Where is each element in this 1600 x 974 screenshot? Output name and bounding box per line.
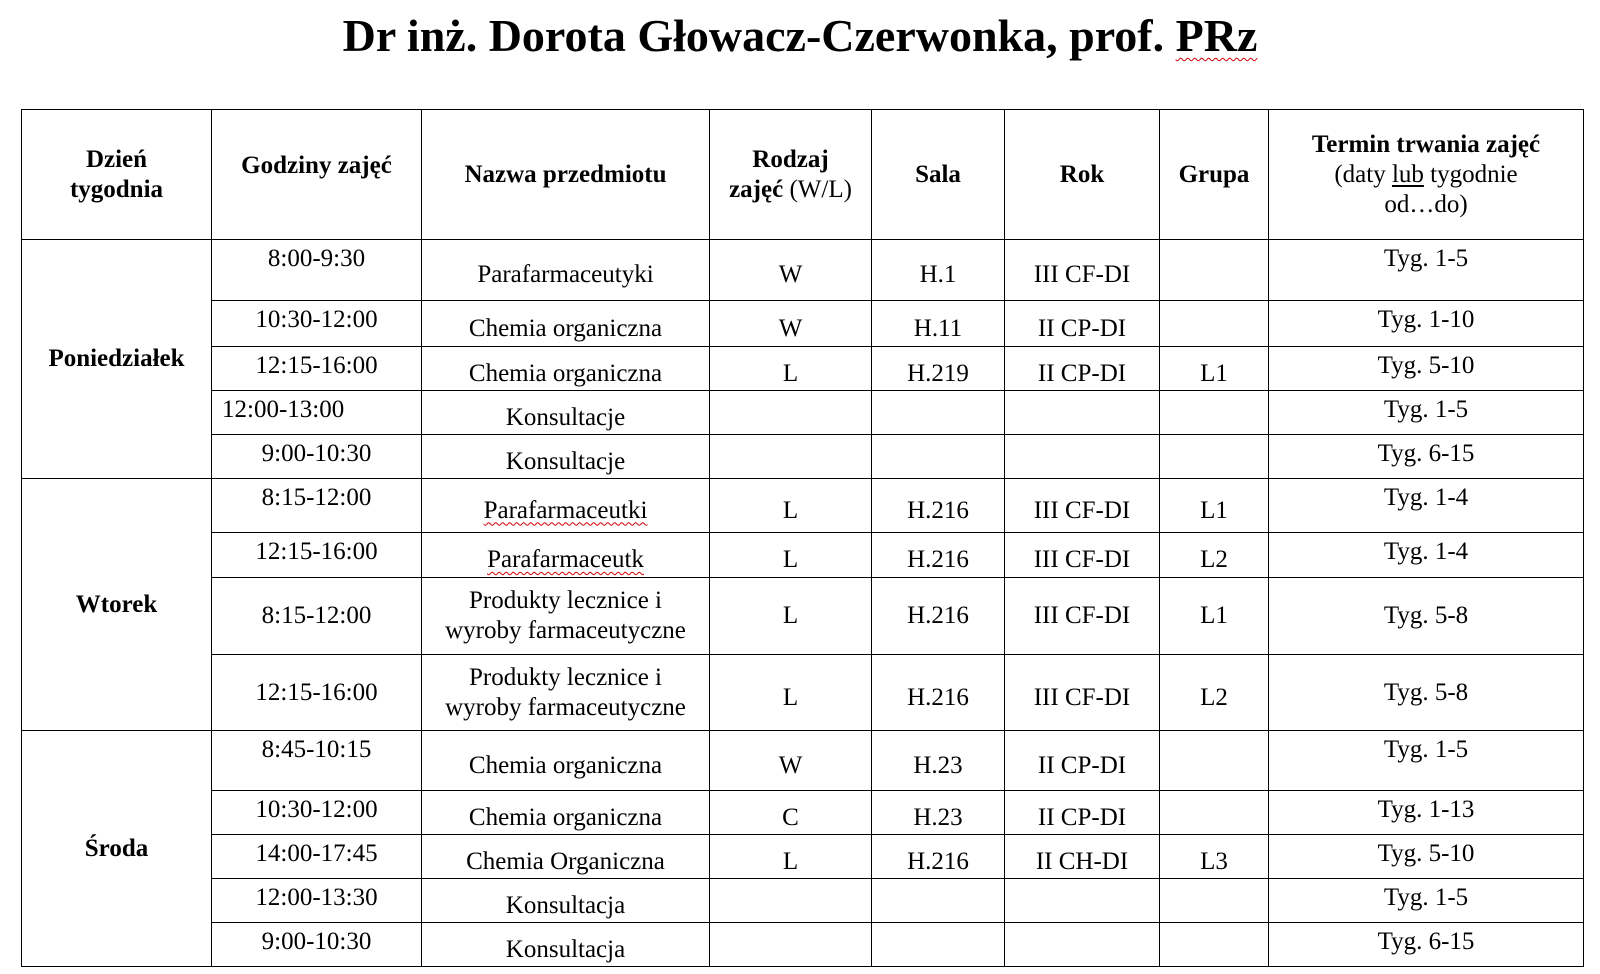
cell-group	[1160, 240, 1269, 301]
cell-group: L1	[1160, 347, 1269, 391]
cell-subject: Parafarmaceutyki	[422, 240, 710, 301]
cell-subject: Chemia organiczna	[422, 347, 710, 391]
cell-time: 12:15-16:00	[212, 347, 422, 391]
cell-group	[1160, 731, 1269, 791]
cell-room: H.216	[872, 578, 1005, 655]
cell-year: II CH-DI	[1005, 835, 1160, 879]
cell-type: L	[710, 533, 872, 578]
header-room: Sala	[872, 110, 1005, 240]
cell-group: L1	[1160, 479, 1269, 533]
header-term: Termin trwania zajęć (daty lub tygodnie od…do)	[1269, 110, 1584, 240]
cell-term: Tyg. 5-10	[1269, 347, 1584, 391]
cell-term: Tyg. 6-15	[1269, 435, 1584, 479]
cell-year	[1005, 435, 1160, 479]
cell-year: II CP-DI	[1005, 791, 1160, 835]
cell-room	[872, 879, 1005, 923]
cell-year: III CF-DI	[1005, 479, 1160, 533]
cell-type: C	[710, 791, 872, 835]
cell-room: H.219	[872, 347, 1005, 391]
cell-time: 14:00-17:45	[212, 835, 422, 879]
cell-type: L	[710, 655, 872, 731]
cell-term: Tyg. 1-5	[1269, 879, 1584, 923]
table-row	[22, 435, 1584, 479]
cell-year: III CF-DI	[1005, 578, 1160, 655]
cell-term: Tyg. 1-10	[1269, 301, 1584, 347]
cell-type: L	[710, 578, 872, 655]
cell-room: H.23	[872, 791, 1005, 835]
header-subject: Nazwa przedmiotu	[422, 110, 710, 240]
cell-term: Tyg. 1-4	[1269, 533, 1584, 578]
cell-type: W	[710, 240, 872, 301]
table-row	[22, 391, 1584, 435]
table-row	[22, 240, 1584, 301]
header-group: Grupa	[1160, 110, 1269, 240]
cell-year: II CP-DI	[1005, 347, 1160, 391]
cell-subject: Konsultacja	[422, 923, 710, 967]
cell-time: 9:00-10:30	[212, 435, 422, 479]
cell-term: Tyg. 5-10	[1269, 835, 1584, 879]
cell-time: 12:15-16:00	[212, 655, 422, 731]
cell-type: L	[710, 347, 872, 391]
cell-room: H.216	[872, 533, 1005, 578]
cell-year: III CF-DI	[1005, 655, 1160, 731]
cell-term: Tyg. 5-8	[1269, 578, 1584, 655]
cell-time: 8:15-12:00	[212, 578, 422, 655]
cell-room: H.216	[872, 835, 1005, 879]
cell-subject: Konsultacje	[422, 435, 710, 479]
cell-time: 8:00-9:30	[212, 240, 422, 301]
cell-group	[1160, 435, 1269, 479]
cell-subject: Produkty lecznice i wyroby farmaceutyczne	[422, 655, 710, 731]
cell-time: 10:30-12:00	[212, 301, 422, 347]
table-row	[22, 791, 1584, 835]
cell-time: 12:00-13:30	[212, 879, 422, 923]
cell-group: L1	[1160, 578, 1269, 655]
cell-group	[1160, 301, 1269, 347]
cell-time: 8:45-10:15	[212, 731, 422, 791]
cell-term: Tyg. 1-4	[1269, 479, 1584, 533]
table-row	[22, 479, 1584, 533]
day-cell-tuesday: Wtorek	[22, 479, 212, 731]
cell-type: W	[710, 731, 872, 791]
cell-year: III CF-DI	[1005, 533, 1160, 578]
table-row	[22, 731, 1584, 791]
table-row	[22, 655, 1584, 731]
cell-subject: Konsultacje	[422, 391, 710, 435]
table-row	[22, 533, 1584, 578]
header-year: Rok	[1005, 110, 1160, 240]
cell-subject: Chemia organiczna	[422, 791, 710, 835]
cell-type: L	[710, 835, 872, 879]
table-row	[22, 879, 1584, 923]
cell-type	[710, 879, 872, 923]
page-title	[0, 8, 1600, 64]
table-row	[22, 923, 1584, 967]
cell-room: H.11	[872, 301, 1005, 347]
cell-term: Tyg. 1-5	[1269, 391, 1584, 435]
cell-term: Tyg. 1-5	[1269, 240, 1584, 301]
cell-subject: Parafarmaceutki	[422, 479, 710, 533]
table-row	[22, 835, 1584, 879]
cell-year	[1005, 879, 1160, 923]
cell-term: Tyg. 5-8	[1269, 655, 1584, 731]
header-hours: Godziny zajęć	[212, 110, 422, 240]
cell-group	[1160, 391, 1269, 435]
cell-type	[710, 435, 872, 479]
page-title-suffix: PRz	[1175, 10, 1258, 61]
cell-time: 10:30-12:00	[212, 791, 422, 835]
day-cell-wednesday: Środa	[22, 731, 212, 967]
cell-room	[872, 435, 1005, 479]
cell-room: H.216	[872, 479, 1005, 533]
cell-room	[872, 391, 1005, 435]
cell-time: 12:15-16:00	[212, 533, 422, 578]
header-type: Rodzaj zajęć (W/L)	[710, 110, 872, 240]
table-row	[22, 301, 1584, 347]
cell-subject: Chemia organiczna	[422, 731, 710, 791]
cell-term: Tyg. 1-5	[1269, 731, 1584, 791]
cell-room: H.216	[872, 655, 1005, 731]
header-day: Dzień tygodnia	[22, 110, 212, 240]
cell-type	[710, 923, 872, 967]
page-title-main: Dr inż. Dorota Głowacz-Czerwonka, prof.	[342, 10, 1165, 61]
table-row	[22, 578, 1584, 655]
cell-term: Tyg. 6-15	[1269, 923, 1584, 967]
cell-subject: Konsultacja	[422, 879, 710, 923]
day-cell-monday: Poniedziałek	[22, 240, 212, 479]
table-row	[22, 347, 1584, 391]
cell-group	[1160, 791, 1269, 835]
cell-year	[1005, 391, 1160, 435]
header-row	[22, 110, 1584, 240]
cell-subject: Parafarmaceutk	[422, 533, 710, 578]
cell-time: 12:00-13:00	[212, 391, 422, 435]
cell-group: L3	[1160, 835, 1269, 879]
cell-group	[1160, 923, 1269, 967]
schedule-table	[21, 109, 1584, 967]
cell-group	[1160, 879, 1269, 923]
cell-subject: Chemia organiczna	[422, 301, 710, 347]
cell-time: 8:15-12:00	[212, 479, 422, 533]
cell-year: II CP-DI	[1005, 731, 1160, 791]
cell-type	[710, 391, 872, 435]
cell-type: L	[710, 479, 872, 533]
cell-year: II CP-DI	[1005, 301, 1160, 347]
cell-group: L2	[1160, 533, 1269, 578]
cell-group: L2	[1160, 655, 1269, 731]
cell-subject: Produkty lecznice i wyroby farmaceutyczne	[422, 578, 710, 655]
cell-time: 9:00-10:30	[212, 923, 422, 967]
cell-room: H.23	[872, 731, 1005, 791]
cell-room	[872, 923, 1005, 967]
cell-year: III CF-DI	[1005, 240, 1160, 301]
cell-term: Tyg. 1-13	[1269, 791, 1584, 835]
cell-room: H.1	[872, 240, 1005, 301]
cell-type: W	[710, 301, 872, 347]
cell-year	[1005, 923, 1160, 967]
cell-subject: Chemia Organiczna	[422, 835, 710, 879]
